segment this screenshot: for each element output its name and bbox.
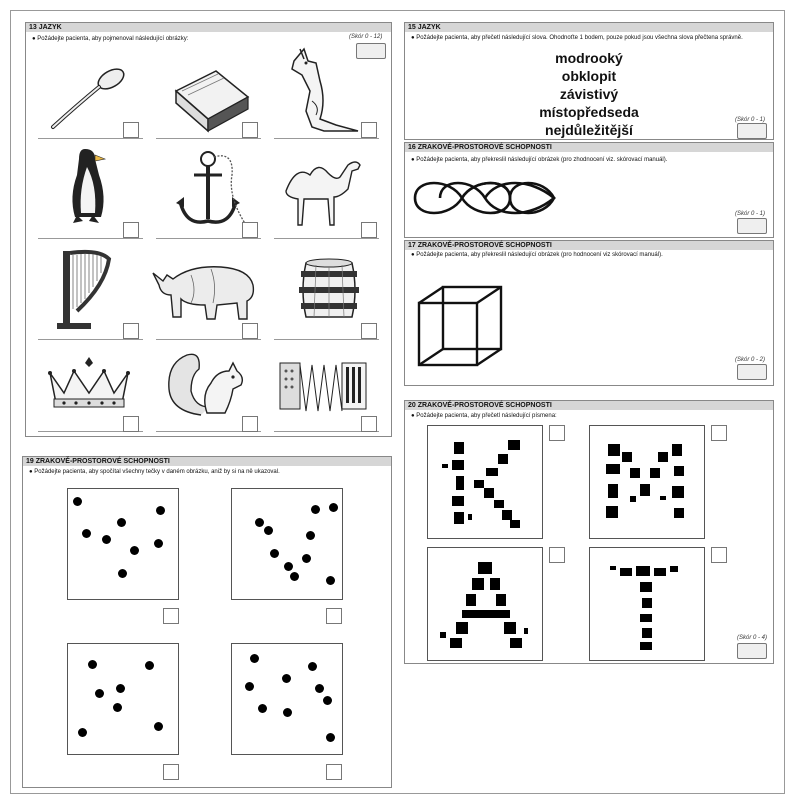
dot xyxy=(88,660,97,669)
dot xyxy=(82,529,91,538)
section-15-header: 15 JAZYK xyxy=(405,23,773,32)
rhinoceros-icon xyxy=(151,255,261,325)
letter-k-icon xyxy=(428,426,542,538)
dot xyxy=(145,661,154,670)
section-19-header: 19 ZRAKOVĚ-PROSTOROVÉ SCHOPNOSTI xyxy=(23,457,391,466)
letter-m-icon xyxy=(590,426,704,538)
dot xyxy=(302,554,311,563)
letter-t-icon xyxy=(590,548,704,660)
barrel-icon xyxy=(294,255,364,325)
dot xyxy=(282,674,291,683)
dot xyxy=(315,684,324,693)
dot xyxy=(73,497,82,506)
answer-checkbox[interactable] xyxy=(549,425,565,441)
bullet-icon: ● xyxy=(411,157,417,163)
bullet-icon: ● xyxy=(32,36,38,42)
dot xyxy=(117,518,126,527)
section-16-instruction: Požádejte pacienta, aby překreslil následující obrázek (pro zhodnocení viz. skórovací manuál). xyxy=(416,157,668,163)
dot xyxy=(258,704,267,713)
word-item: nejdůležitější xyxy=(545,122,633,138)
answer-checkbox[interactable] xyxy=(361,323,377,339)
dot-count-box xyxy=(231,488,343,600)
bullet-icon: ● xyxy=(29,469,35,475)
dot-count-box xyxy=(67,643,179,755)
section-19-instruction: Požádejte pacienta, aby spočítal všechny tečky v daném obrázku, aniž by si na ně ukazoval. xyxy=(34,469,280,475)
dot xyxy=(311,505,320,514)
dot xyxy=(264,526,273,535)
spoon-icon xyxy=(41,61,131,141)
section-15-score-label: (Skór 0 - 1) xyxy=(735,117,766,123)
answer-checkbox[interactable] xyxy=(361,222,377,238)
bullet-icon: ● xyxy=(411,413,417,419)
answer-checkbox[interactable] xyxy=(326,764,342,780)
dot xyxy=(326,576,335,585)
dot xyxy=(250,654,259,663)
answer-checkbox[interactable] xyxy=(242,323,258,339)
answer-checkbox[interactable] xyxy=(123,222,139,238)
infinity-loops-figure xyxy=(410,173,560,223)
answer-checkbox[interactable] xyxy=(242,122,258,138)
section-13-instruction: Požádejte pacienta, aby pojmenoval následující obrázky: xyxy=(37,36,189,42)
section-19-panel xyxy=(22,456,392,788)
section-16-score-box[interactable] xyxy=(737,218,767,234)
section-20-score-box[interactable] xyxy=(737,643,767,659)
section-17-score-box[interactable] xyxy=(737,364,767,380)
answer-checkbox[interactable] xyxy=(123,416,139,432)
crown-icon xyxy=(44,353,134,413)
camel-icon xyxy=(274,151,369,231)
dot xyxy=(290,572,299,581)
dot xyxy=(306,531,315,540)
section-15-panel xyxy=(404,22,774,140)
answer-checkbox[interactable] xyxy=(361,122,377,138)
dot xyxy=(308,662,317,671)
dot xyxy=(95,689,104,698)
dot xyxy=(113,703,122,712)
dot xyxy=(326,733,335,742)
dot xyxy=(154,722,163,731)
fragmented-letter-m xyxy=(589,425,705,539)
answer-checkbox[interactable] xyxy=(123,122,139,138)
answer-checkbox[interactable] xyxy=(242,222,258,238)
answer-checkbox[interactable] xyxy=(163,608,179,624)
dot xyxy=(156,506,165,515)
letter-a-icon xyxy=(428,548,542,660)
harp-icon xyxy=(51,245,121,333)
section-20-score-label: (Skór 0 - 4) xyxy=(737,635,768,641)
dot xyxy=(102,535,111,544)
word-item: místopředseda xyxy=(539,104,639,120)
section-16-score-label: (Skór 0 - 1) xyxy=(735,211,766,217)
answer-checkbox[interactable] xyxy=(711,425,727,441)
dot xyxy=(245,682,254,691)
section-17-score-label: (Skór 0 - 2) xyxy=(735,357,766,363)
dot xyxy=(78,728,87,737)
word-item: obklopit xyxy=(561,68,617,84)
bullet-icon: ● xyxy=(411,35,417,41)
dot xyxy=(284,562,293,571)
section-13-header: 13 JAZYK xyxy=(26,23,391,32)
dot xyxy=(116,684,125,693)
answer-checkbox[interactable] xyxy=(123,323,139,339)
answer-checkbox[interactable] xyxy=(711,547,727,563)
dot xyxy=(270,549,279,558)
answer-checkbox[interactable] xyxy=(242,416,258,432)
dot-count-box xyxy=(67,488,179,600)
kangaroo-icon xyxy=(276,41,366,141)
fragmented-letter-k xyxy=(427,425,543,539)
accordion-icon xyxy=(276,357,371,417)
section-13-score-label: (Skór 0 - 12) xyxy=(349,34,383,40)
section-20-panel xyxy=(404,400,774,664)
fragmented-letter-a xyxy=(427,547,543,661)
section-16-panel xyxy=(404,142,774,238)
dot xyxy=(130,546,139,555)
section-20-instruction: Požádejte pacienta, aby přečetl následující písmena: xyxy=(416,413,557,419)
section-17-panel xyxy=(404,240,774,386)
bullet-icon: ● xyxy=(411,252,417,258)
answer-checkbox[interactable] xyxy=(163,764,179,780)
section-16-header: 16 ZRAKOVĚ-PROSTOROVÉ SCHOPNOSTI xyxy=(405,143,773,152)
section-17-instruction: Požádejte pacienta, aby překreslil následující obrázek (pro hodnocení viz skórovací manuál). xyxy=(416,252,663,258)
dot xyxy=(323,696,332,705)
section-15-score-box[interactable] xyxy=(737,123,767,139)
penguin-icon xyxy=(51,145,121,230)
section-17-header: 17 ZRAKOVĚ-PROSTOROVÉ SCHOPNOSTI xyxy=(405,241,773,250)
section-15-instruction: Požádejte pacienta, aby přečetl následující slova. Ohodnoťte 1 bodem, pouze pokud jsou všechna slova přečtena správně. xyxy=(416,35,743,41)
dot xyxy=(118,569,127,578)
dot-count-box xyxy=(231,643,343,755)
cube-figure xyxy=(413,281,513,376)
fragmented-letter-t xyxy=(589,547,705,661)
section-20-header: 20 ZRAKOVĚ-PROSTOROVÉ SCHOPNOSTI xyxy=(405,401,773,410)
dot xyxy=(329,503,338,512)
answer-checkbox[interactable] xyxy=(549,547,565,563)
squirrel-icon xyxy=(161,345,251,425)
word-item: modrooký xyxy=(555,50,623,66)
dot xyxy=(255,518,264,527)
word-item: závistivý xyxy=(559,86,619,102)
answer-checkbox[interactable] xyxy=(361,416,377,432)
answer-checkbox[interactable] xyxy=(326,608,342,624)
dot xyxy=(154,539,163,548)
section-13-panel xyxy=(25,22,392,437)
dot xyxy=(283,708,292,717)
